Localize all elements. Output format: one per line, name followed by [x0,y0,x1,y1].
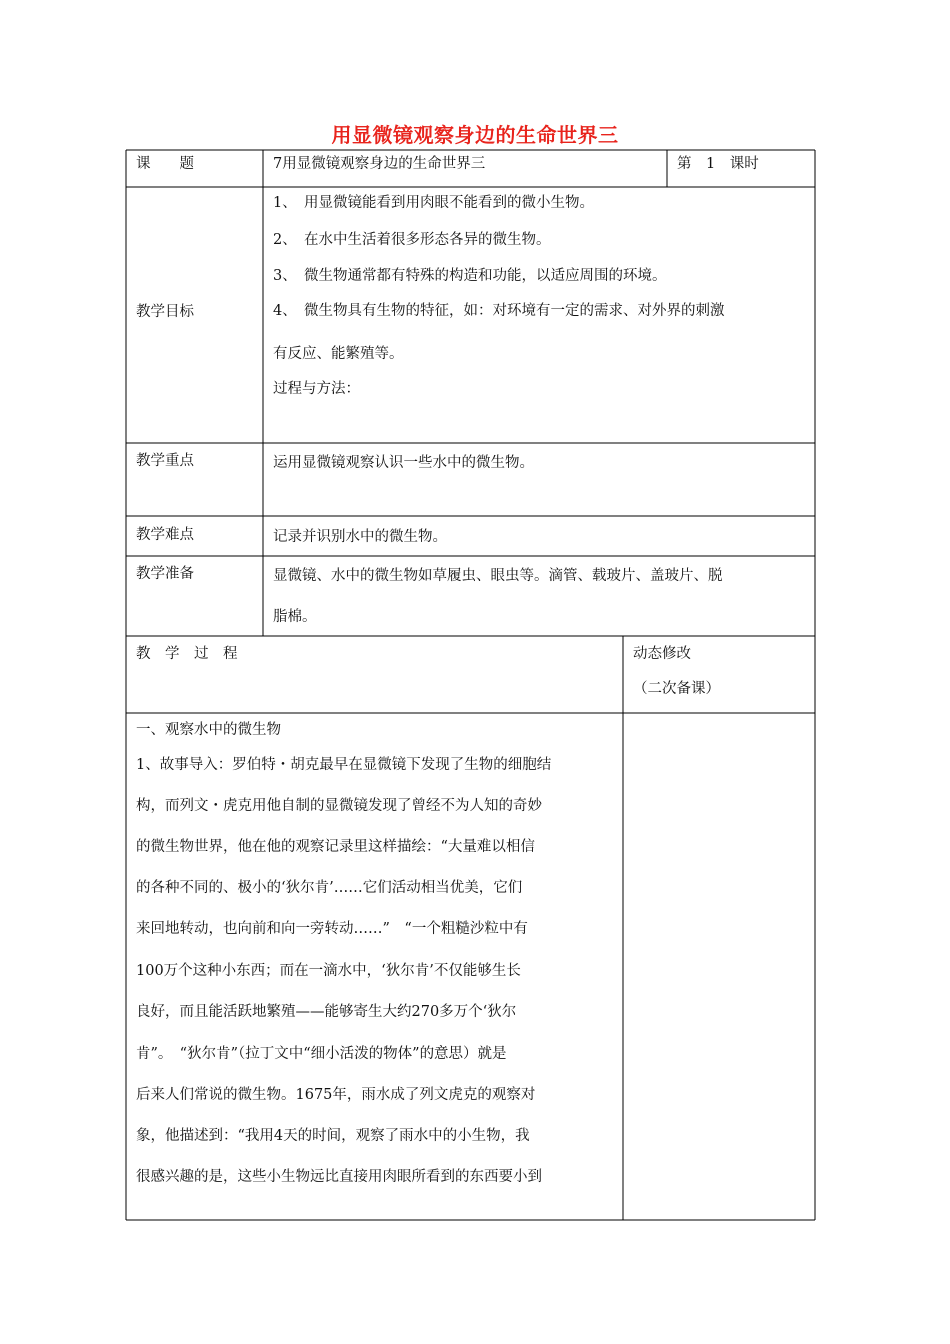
objective-line: 过程与方法： [273,381,360,397]
process-line: 来回地转动，也向前和向一旁转动……” “一个粗糙沙粒中有 [136,921,528,937]
difficulties-label: 教学难点 [136,527,194,543]
process-line: 的各种不同的、极小的‘狄尔肯’……它们活动相当优美，它们 [136,880,523,896]
preparation-line: 脂棉。 [273,609,317,625]
difficulties-text: 记录并识别水中的微生物。 [273,529,447,545]
process-line: 构，而列文・虎克用他自制的显微镜发现了曾经不为人知的奇妙 [136,798,542,814]
process-line: 后来人们常说的微生物。1675年，雨水成了列文虎克的观察对 [136,1087,536,1103]
objective-line: 3、 微生物通常都有特殊的构造和功能，以适应周围的环境。 [273,268,667,284]
process-line: 很感兴趣的是，这些小生物远比直接用肉眼所看到的东西要小到 [136,1169,542,1185]
lesson-count: 第 1 课时 [677,156,759,172]
objective-line: 2、 在水中生活着很多形态各异的微生物。 [273,232,551,248]
topic-label: 课 题 [136,156,194,172]
preparation-line: 显微镜、水中的微生物如草履虫、眼虫等。滴管、载玻片、盖玻片、脱 [273,568,723,584]
document-title: 用显微镜观察身边的生命世界三 [331,123,619,147]
key-points-label: 教学重点 [136,453,194,469]
revision-sublabel: （二次备课） [633,681,720,697]
objectives-label: 教学目标 [136,304,194,320]
key-points-text: 运用显微镜观察认识一些水中的微生物。 [273,455,534,471]
process-line: 的微生物世界，他在他的观察记录里这样描绘：“大量难以相信 [136,839,535,855]
objective-line: 4、 微生物具有生物的特征，如：对环境有一定的需求、对外界的刺激 [273,303,725,319]
objective-line: 1、 用显微镜能看到用肉眼不能看到的微小生物。 [273,195,594,211]
preparation-label: 教学准备 [136,566,194,582]
process-label: 教 学 过 程 [136,646,238,662]
process-line: 肯”。 “狄尔肯”（拉丁文中“细小活泼的物体”的意思）就是 [136,1046,507,1062]
process-line: 象，他描述到：“我用4天的时间，观察了雨水中的小生物，我 [136,1128,530,1144]
process-line: 良好，而且能活跃地繁殖——能够寄生大约270多万个‘狄尔 [136,1004,517,1020]
process-line: 100万个这种小东西；而在一滴水中，‘狄尔肯’不仅能够生长 [136,963,521,979]
topic-value: 7用显微镜观察身边的生命世界三 [273,156,486,172]
process-line: 一、观察水中的微生物 [136,722,281,738]
process-line: 1、故事导入：罗伯特・胡克最早在显微镜下发现了生物的细胞结 [136,757,552,773]
objective-line: 有反应、能繁殖等。 [273,346,404,362]
revision-label: 动态修改 [633,646,691,662]
